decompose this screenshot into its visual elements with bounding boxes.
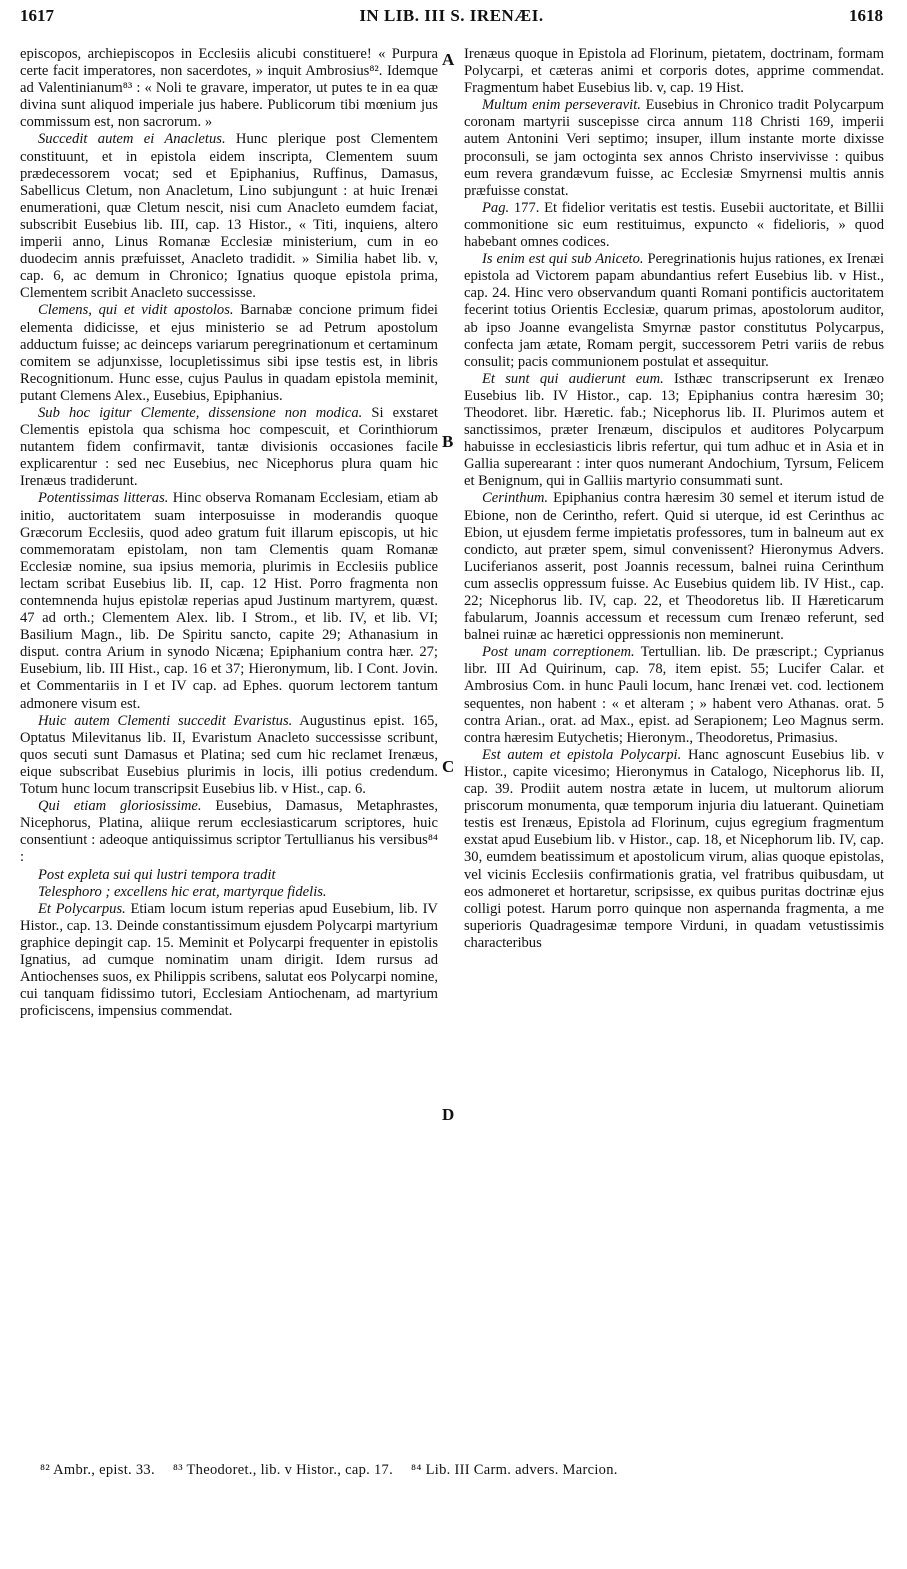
paragraph: Succedit autem ei Anacletus. Hunc plerique post Clementem constituunt, et in epistola eidem inscripta, Clementem suum prædecessorem vocat; sed et Epiphanius, Ruffinus, Damasus, Sabellicus Cletum, non Anacletum, Lino subjungunt : at huic Irenæi enumerationi, quæ Cletum nescit, nisi cum Anacleto eumdem faciat, subscribit Eusebius lib. III, cap. 13 Histor., « Titi, inquiens, altero imperii anno, Linus Romanæ Ecclesiæ ministerium, cum in eo duodecim annis præfuisset, Anacleto tradidit. » Similia habet lib. v, cap. 6, ac demum in Chronico; Ignatius quoque epistola prima, Clementem scribit Anacleto successisse. xyxy=(20,131,438,302)
lemma: Pag. xyxy=(482,199,510,216)
lemma: Multum enim perseveravit. xyxy=(482,97,641,114)
lemma: Et sunt qui audierunt eum. xyxy=(482,370,664,387)
margin-letter-a: A xyxy=(442,50,455,69)
lemma: Huic autem Clementi succedit Evaristus. xyxy=(38,712,293,729)
footnote: ⁸³ Theodoret., lib. v Histor., cap. 17. xyxy=(172,1462,394,1478)
verse-line: Post expleta sui qui lustri tempora tradit xyxy=(38,866,276,883)
verse-line: Telesphoro ; excellens hic erat, martyrque fidelis. xyxy=(38,883,327,900)
right-column xyxy=(464,46,884,952)
paragraph: Huic autem Clementi succedit Evaristus. Augustinus epist. 165, Optatus Milevitanus lib. II, Evaristum Anacleto successisse scribunt, quos secuti sunt Damasus et Platina; sed cum hic reclamet Irenæus, eique subscribat Eusebius plurimis in locis, illi potius credendum. Totum hunc locum transcripsit Eusebius lib. v Hist., cap. 6. xyxy=(20,712,438,798)
paragraph: episcopos, archiepiscopos in Ecclesiis alicubi constituere! « Purpura certe facit imperatores, non sacerdotes, » inquit Ambrosius⁸². Idemque ad Valentinianum⁸³ : « Noli te gravare, imperator, ut putes te in ea quæ divina sunt aliquod imperiale jus habere. Publicorum tibi mœnium jus commissum est, non sacrorum. » xyxy=(20,46,438,131)
lemma: Et Polycarpus. xyxy=(38,900,126,917)
paragraph: Post unam correptionem. Tertullian. lib. De præscript.; Cyprianus libr. III Ad Quirinum, cap. 78, item epist. 55; Lucifer Calar. et Ambrosius Com. in hunc Pauli locum, hanc Irenæi vet. cod. lectionem sequentes, non habent : « et alteram ; » habent vero Athanas. orat. 5 contra Arian., orat. ad Max., epist. ad Serapionem; Leo Magnus serm. contra hæresim Eutychetis; Hieronym., Theodoretus, Primasius. xyxy=(464,644,884,746)
paragraph: Qui etiam gloriosissime. Eusebius, Damasus, Metaphrastes, Nicephorus, Platina, aliique rerum ecclesiasticarum scriptores, huic consentiunt : adeoque antiquissimus scriptor Tertullianus his versibus⁸⁴ : xyxy=(20,798,438,866)
lemma: Cerinthum. xyxy=(482,490,549,507)
lemma: Sub hoc igitur Clemente, dissensione non modica. xyxy=(38,404,363,421)
lemma: Qui etiam gloriosissime. xyxy=(38,798,202,815)
page-number-left: 1617 xyxy=(20,6,54,25)
paragraph: Est autem et epistola Polycarpi. Hanc agnoscunt Eusebius lib. v Histor., capite vicesimo; Hieronymus in Catalogo, Nicephorus lib. II, cap. 39. Prodiit autem nostra ætate in lucem, ut multorum aliorum priscorum monumenta, quæ temporum injuria diu latuerant. Quinetiam testis est Irenæus, Epistola ad Florinum, cujus egregium fragmentum exstat apud Eusebium lib. v Histor., cap. 18, et Nicephorum lib. IV, cap. 30, eumdem beatissimum et apostolicum virum, alias quoque epistolas, vel vicinis Ecclesiis confirmationis gratia, vel fratribus quibusdam, ut eos admoneret et hortaretur, scripsisse, ex quibus puritas doctrinæ ejus colligi potest. Harum porro quinque non aspernanda fragmenta, a me superioris Quadragesimæ tempore Virduni, in quadam vetustissimis characteribus xyxy=(464,746,884,951)
margin-letter-c: C xyxy=(442,757,455,776)
margin-letter-d: D xyxy=(442,1105,455,1124)
paragraph: Et Polycarpus. Etiam locum istum reperias apud Eusebium, lib. IV Histor., cap. 13. Deinde constantissimum ejusdem Polycarpi martyrium graphice depingit cap. 15. Meminit et Polycarpi frequenter in epistolis Ignatius, ad cumque nominatim unam dirigit. Idem rursus ad Antiochenses suos, ex Philippis scribens, salutat eos Polycarpi nomine, cui tanquam fidissimo tutori, Ecclesiam Antiochenam, ad martyrium proficiscens, impensius commendat. xyxy=(20,900,438,1020)
lemma: Clemens, qui et vidit apostolos. xyxy=(38,302,234,319)
lemma: Succedit autem ei Anacletus. xyxy=(38,131,226,148)
running-header xyxy=(20,6,883,32)
lemma: Est autem et epistola Polycarpi. xyxy=(482,746,682,763)
lemma: Post unam correptionem. xyxy=(482,644,635,661)
paragraph: Clemens, qui et vidit apostolos. Barnabæ concione primum fidei elementa didicisse, et ejus ministerio se ad Petrum apostolum adductum fuisse; ac deinceps variarum peregrinationum et certaminum comitem se adjunxisse, locupletissimus sibi ipse testis est, in libris Recognitionum. Hunc esse, cujus Paulus in quadam epistola meminit, putant Clemens Alex., Eusebius, Epiphanius. xyxy=(20,302,438,404)
paragraph: Pag. 177. Et fidelior veritatis est testis. Eusebii auctoritate, et Billii commonitione sic eum restituimus, expuncto « fidelioris, » quod habebant omnes codices. xyxy=(464,199,884,251)
paragraph: Irenæus quoque in Epistola ad Florinum, pietatem, doctrinam, formam Polycarpi, et cæteras animi et corporis dotes, apprime commendat. Fragmentum habet Eusebius lib. v, cap. 19 Hist. xyxy=(464,46,884,97)
lemma: Potentissimas litteras. xyxy=(38,490,169,507)
lemma: Is enim est qui sub Aniceto. xyxy=(482,251,644,268)
paragraph: Multum enim perseveravit. Eusebius in Chronico tradit Polycarpum coronam martyrii suscepisse circa annum 118 Christi 169, imperii autem Antonini Veri septimo; insuper, illum instante morte dixisse proconsuli, se jam octoginta sex annos Christo inservivisse : quibus eum revera grandævum fuisse, ac Ecclesiæ Smyrnensi multis annis præfuisse constat. xyxy=(464,97,884,199)
running-title: IN LIB. III S. IRENÆI. xyxy=(359,6,544,25)
paragraph: Potentissimas litteras. Hinc observa Romanam Ecclesiam, etiam ab initio, auctoritatem suam interposuisse in moderandis quoque Græcorum Ecclesiis, quod adeo gratum fuit illarum episcopis, ut hic commemoratam epistolam, non tam Clementis quam Romanæ Ecclesiæ nomine, sua ipsius memoria, plurimis in Ecclesiis publice lectam scribat Eusebius lib. II, cap. 12 Hist. Porro fragmenta non contemnenda hujus epistolæ reperias apud Justinum martyrem, quæst. 47 ad orth.; Clementem Alex. lib. I Strom., et lib. IV, et lib. VI; Basilium Magn., lib. De Spiritu sancto, capite 29; Athanasium in disput. contra Arium in synodo Nicæna; Epiphanium contra hær. 27; Eusebium, lib. III Hist., cap. 16 et 37; Hieronymum, lib. I Cont. Jovin. et Commentariis in I et IV cap. ad Ephes. quorum lectorem tantum admonere visum est. xyxy=(20,490,438,712)
page-number-right: 1618 xyxy=(849,6,883,25)
paragraph: Sub hoc igitur Clemente, dissensione non modica. Si exstaret Clementis epistola qua schisma hoc compescuit, et Corinthiorum nutantem fidem confirmavit, tantæ divisionis occasiones facile explicarentur : sed nec Eusebius, nec Nicephorus plura quam hic Irenæus tradiderunt. xyxy=(20,404,438,490)
footnote: ⁸⁴ Lib. III Carm. advers. Marcion. xyxy=(410,1462,618,1478)
paragraph: Is enim est qui sub Aniceto. Peregrinationis hujus rationes, ex Irenæi epistola ad Victorem papam abundantius refert Eusebius lib. v Hist., cap. 24. Hinc vero observandum quanti Romani pontificis auctoritatem fecerint totius Orientis Ecclesiæ, quarum primas, apostolorum auditor, ab ipso Joanne evangelista Smyrnæ pastor constitutus Polycarpus, confecta jam ætate, Romam pergit, successorem Petri variis de rebus consulit; pacis communionem postulat et assequitur. xyxy=(464,251,884,370)
paragraph: Et sunt qui audierunt eum. Isthæc transcripserunt ex Irenæo Eusebius lib. IV Histor., cap. 13; Epiphanius contra hæresim 30; Theodoret. libr. Hæretic. fab.; Nicephorus lib. II. Plurimos autem et sanctissimos, præter Irenæum, discipulos et auditores Polycarpum habuisse in ecclesiasticis libris refertur, qui tum adhuc et in Asia et in Gallia superearant : inter quos numerant Andochium, Tyrsum, Felicem et Benignum, qui in Galliis martyrio consummati sunt. xyxy=(464,370,884,490)
paragraph: Cerinthum. Epiphanius contra hæresim 30 semel et iterum istud de Ebione, non de Cerintho, refert. Quid si uterque, id est Cerinthus ac Ebion, ut ejusdem ferme impietatis professores, tum in balneum aut ex condicto, aut præter spem, simul convenissent? Hieronymus Advers. Luciferianos asserit, post Joannis recessum, balnei ruina Cerinthum cum asseclis oppressum fuisse. Ac Eusebius quidem lib. IV Hist., cap. 22; Nicephorus lib. IV, cap. 22, et Theodoretus lib. II Hæreticarum fabularum, Joannis accessum et recessum cum Irenæo referunt, sed balnei ruinæ ac hæretici oppressionis non meminerunt. xyxy=(464,490,884,644)
footnotes xyxy=(40,1462,883,1479)
left-column xyxy=(20,46,438,1020)
margin-letter-b: B xyxy=(442,432,454,451)
footnote: ⁸² Ambr., epist. 33. xyxy=(40,1462,155,1478)
